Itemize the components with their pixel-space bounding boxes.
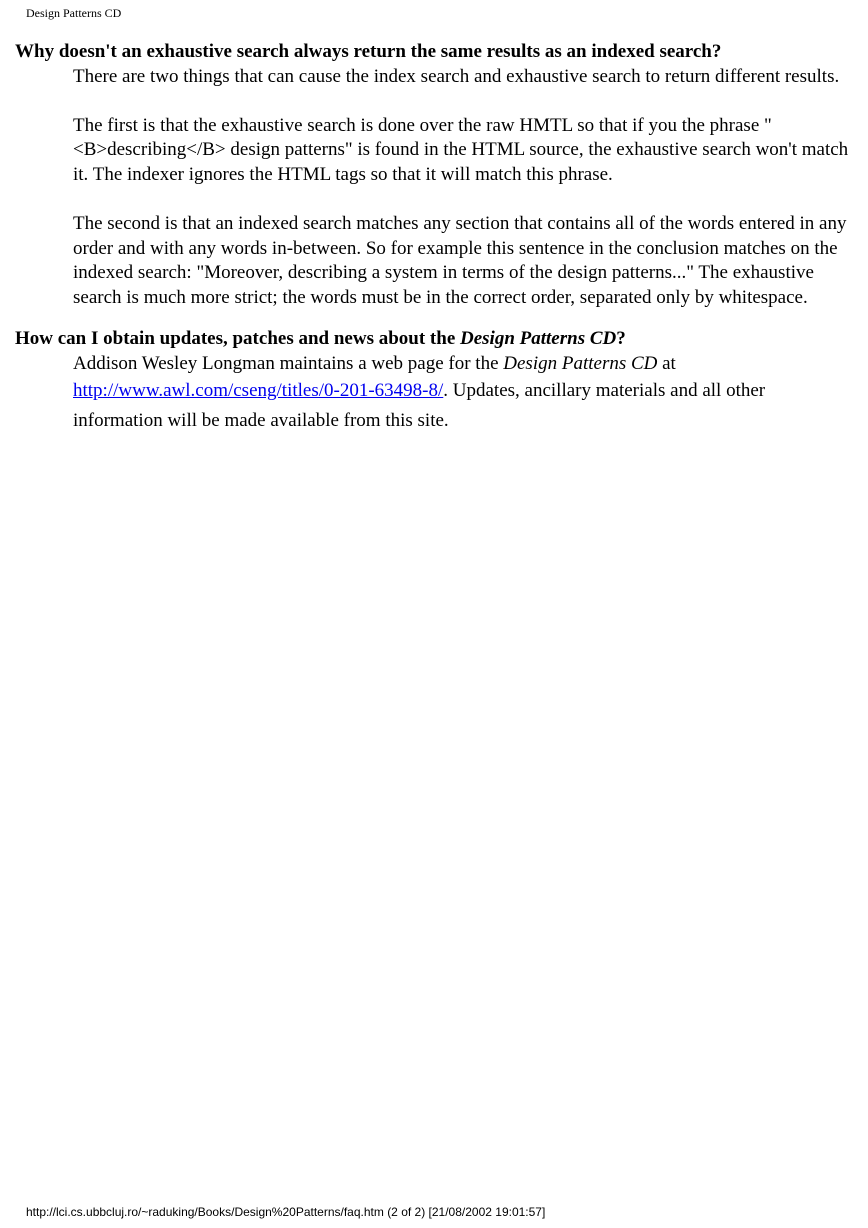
faq-answer-exhaustive-search (73, 65, 851, 311)
faq-question-exhaustive-search: Why doesn't an exhaustive search always return the same results as an indexed search? (15, 41, 722, 62)
footer-page-url: http://lci.cs.ubbcluj.ro/~raduking/Books/Design%20Patterns/faq.htm (2 of 2) [21/08/2002 19:01:57] (26, 1205, 546, 1219)
running-header-title: Design Patterns CD (26, 6, 122, 20)
faq-answer-updates (73, 351, 851, 436)
answer-book-title: Design Patterns CD (503, 353, 658, 375)
faq-question-updates (15, 327, 851, 352)
awl-website-link[interactable]: http://www.awl.com/cseng/titles/0-201-63498-8/ (73, 380, 444, 402)
answer-text: at (657, 353, 676, 375)
question-book-title: Design Patterns CD (460, 327, 617, 349)
faq-content (15, 40, 851, 436)
answer-text: Addison Wesley Longman maintains a web page for the (73, 353, 504, 375)
answer-paragraph: There are two things that can cause the index search and exhaustive search to return different results. (73, 65, 840, 87)
answer-paragraph: The first is that the exhaustive search is done over the raw HMTL so that if you the phrase "<B>describing</B> design patterns" is found in the HTML source, the exhaustive search won't match it. The indexer ignores the HTML tags so that it will match this phrase. (73, 114, 849, 185)
answer-paragraph: The second is that an indexed search matches any section that contains all of the words entered in any order and with any words in-between. So for example this sentence in the conclusion matches on the indexed search: "Moreover, describing a system in terms of the design patterns..." The exhaustive search is much more strict; the words must be in the correct order, separated only by whitespace. (73, 213, 847, 308)
question-text: How can I obtain updates, patches and news about the (15, 327, 460, 349)
answer-text: . Updates, ancillary materials and all other information will be made available from this site. (73, 380, 766, 432)
question-mark: ? (616, 327, 626, 349)
